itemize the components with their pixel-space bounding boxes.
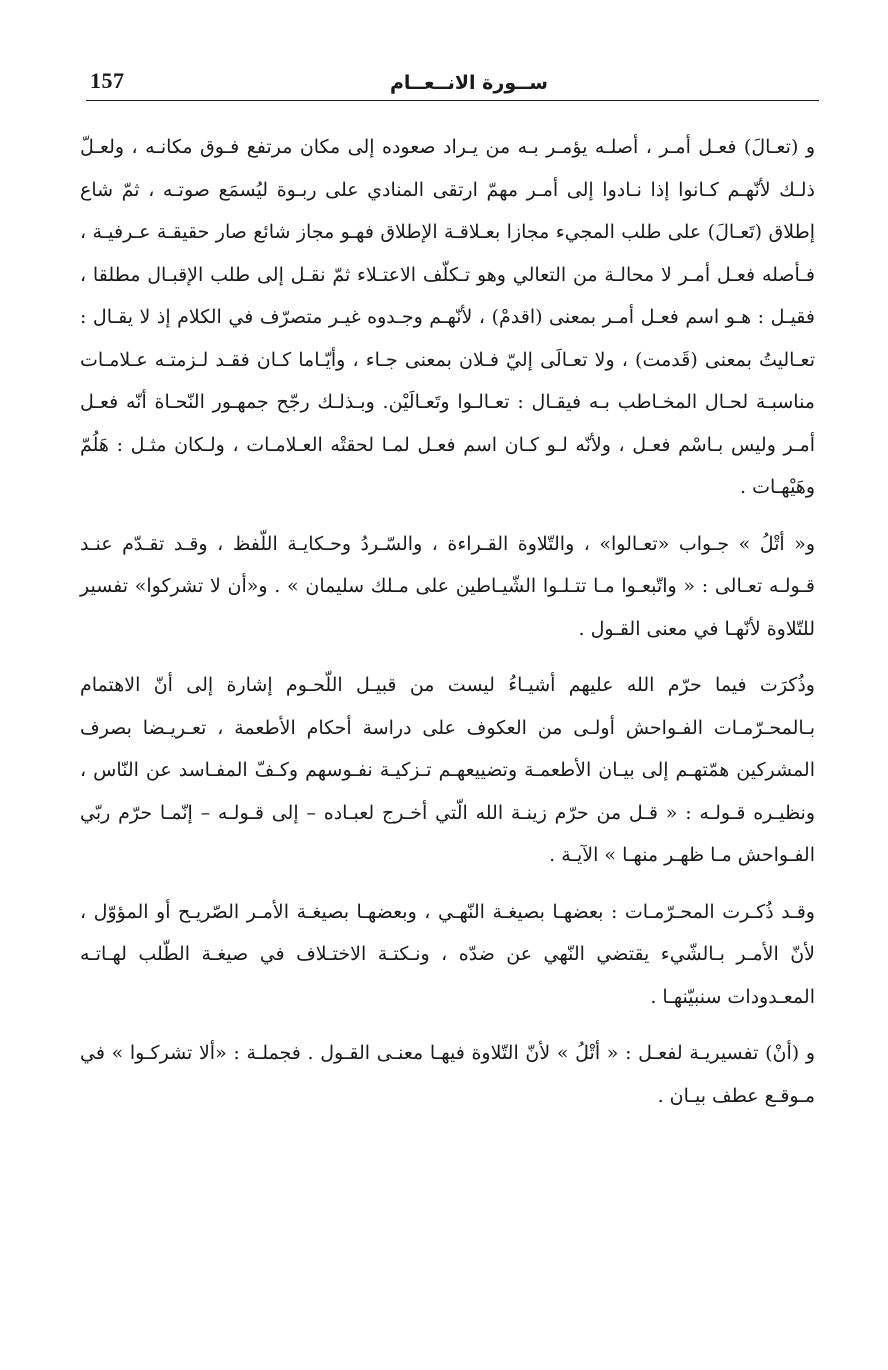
paragraph: وذُكرَت فيما حرّم الله عليهم أشيـاءُ ليست من قبيـل اللّحـوم إشارة إلى أنّ الاهتمام بـالمحـرّمـات الفـواحش أولـى من العكوف على دراسة أحكام الأطعمة ، تعـريـضا بصرف المشركين همّتهـم إلى بيـان الأطعمـة وتضييعهـم تـزكيـة نفـوسهم وكـفّ المفـاسد عن النّاس ، ونظيـره قـولـه : « قـل من حرّم زينـة الله الّتي أخـرج لعبـاده – إلى قـولـه – إنّمـا حرّم ربّي الفـواحش مـا ظهـر منهـا » الآيـة . [80,674,815,866]
paragraph: و« أتْلُ » جـواب «تعـالوا» ، والتّلاوة القـراءة ، والسّـردُ وحـكايـة اللّفظ ، وقـد تقـدّم عنـد قـولـه تعـالى : « واتّبعـوا مـا تتـلـوا الشّيـاطين على مـلك سليمان » . و«أن لا تشركوا» تفسير للتّلاوة لأنّهـا في معنى القـول . [80,532,815,640]
paragraph: و (تعـالَ) فعـل أمـر ، أصلـه يؤمـر بـه من يـراد صعوده إلى مكان مرتفع فـوق مكانـه ، ولعـلّ ذلـك لأنّهـم كـانوا إذا نـادوا إلى أمـر مهمّ ارتقى المنادي على ربـوة ليُسمَع صوتـه ، ثمّ شاع إطلاق (تَعـالَ) على طلب المجيء مجازا بعـلاقـة الإطلاق فهـو مجاز شائع صار حقيقـة عـرفيـة ، فـأصله فعـل أمـر لا محالـة من التعالي وهو تـكلّف الاعتـلاء ثمّ نقـل إلى طلب الإقبـال مطلقا ، فقيـل : هـو اسم فعـل أمـر بمعنى (اقدمْ) ، لأنّهـم وجـدوه غيـر متصرّف في الكلام إذ لا يقـال : تعـاليتُ بمعنى (قَدمت) ، ولا تعـالَى إليّ فـلان بمعنى جـاء ، وأيّـاما كـان فقـد لـزمتـه عـلامـات مناسبـة لحـال المخـاطب بـه فيقـال : تعـالـوا وتَعـالَيْن. وبـذلـك رجّح جمهـور النّحـاة أنّه فعـل أمـر وليس بـاسْم فعـل ، ولأنّه لـو كـان اسم فعـل لمـا لحقتْه العـلامـات ، ولـكان مثـل : هَلُمّ وهَيْهـات . [80,136,815,498]
body-text [80,126,815,1117]
paragraph: و (أنْ) تفسيريـة لفعـل : « أتْلُ » لأنّ التّلاوة فيهـا معنـى القـول . فجملـة : «ألا تشركـوا » في مـوقـع عطف بيـان . [80,1042,815,1107]
running-title: ســورة الانــعــام [390,72,548,94]
page-number: 157 [90,68,125,93]
paragraph: وقـد ذُكـرت المحـرّمـات : بعضهـا بصيغـة النّهـي ، وبعضهـا بصيغـة الأمـر الصّريـح أو المؤوّل ، لأنّ الأمـر بـالشّيء يقتضي النّهي عن ضدّه ، ونـكتـة الاختـلاف في صيغـة الطّلب لهـاتـه المعـدودات سنبيّنهـا . [80,900,815,1008]
header-divider [86,100,819,101]
